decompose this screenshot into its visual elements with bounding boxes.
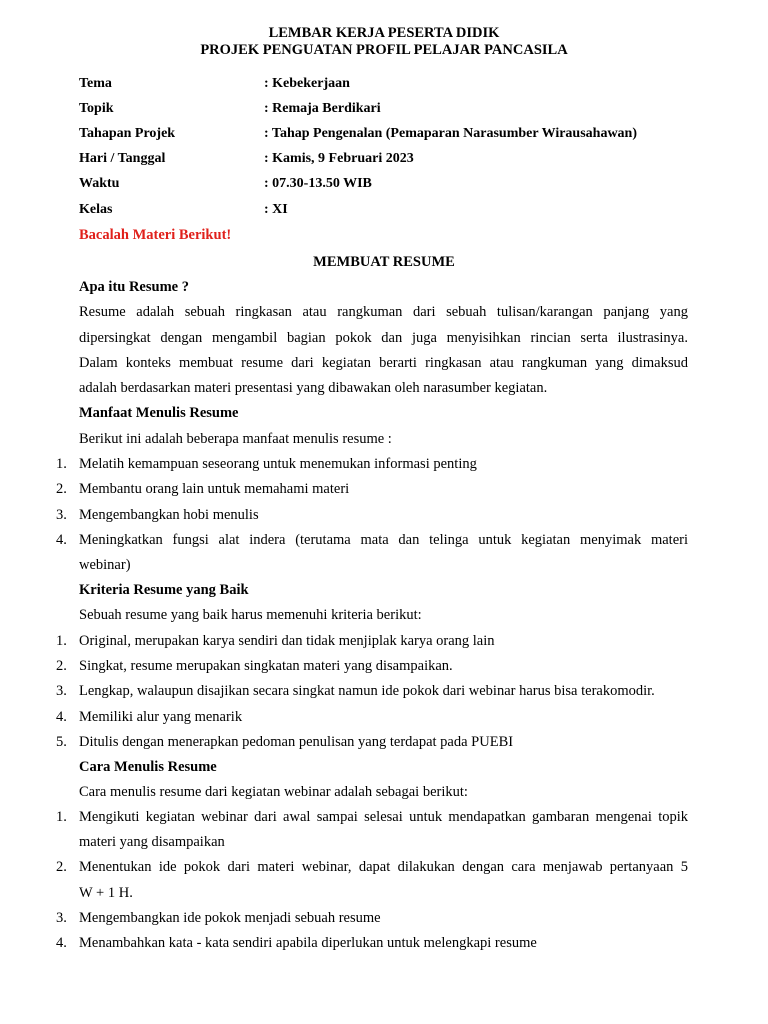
heading-manfaat: Manfaat Menulis Resume	[79, 405, 239, 421]
paragraph-line: adalah berdasarkan materi presentasi yang dibawakan oleh narasumber kegiatan.	[79, 380, 548, 396]
meta-label-waktu: Waktu	[79, 176, 120, 191]
list-item-continuation: materi yang disampaikan	[79, 834, 225, 850]
list-item: Meningkatkan fungsi alat indera (terutama mata dan telinga untuk kegiatan menyimak materi	[79, 532, 688, 548]
list-item: Mengembangkan ide pokok menjadi sebuah resume	[79, 910, 381, 926]
meta-value-tahapan: : Tahap Pengenalan (Pemaparan Narasumber Wirausahawan)	[264, 126, 637, 141]
list-number: 1.	[56, 809, 67, 825]
doc-title-line1: LEMBAR KERJA PESERTA DIDIK	[268, 25, 500, 41]
list-item: Singkat, resume merupakan singkatan materi yang disampaikan.	[79, 658, 453, 674]
doc-title-line2: PROJEK PENGUATAN PROFIL PELAJAR PANCASILA	[200, 42, 568, 58]
list-number: 3.	[56, 507, 67, 523]
heading-apa-itu-resume: Apa itu Resume ?	[79, 279, 189, 295]
list-number: 3.	[56, 683, 67, 699]
paragraph-line: dipersingkat dengan mengambil bagian pokok dan juga menyisihkan rincian serta ilustrasinya.	[79, 330, 688, 346]
list-number: 4.	[56, 532, 67, 548]
list-number: 2.	[56, 859, 67, 875]
heading-kriteria: Kriteria Resume yang Baik	[79, 582, 249, 598]
list-number: 1.	[56, 456, 67, 472]
list-number: 1.	[56, 633, 67, 649]
list-item: Lengkap, walaupun disajikan secara singkat namun ide pokok dari webinar harus bisa terakomodir.	[79, 683, 655, 699]
meta-label-topik: Topik	[79, 101, 114, 116]
list-number: 4.	[56, 709, 67, 725]
meta-label-kelas: Kelas	[79, 202, 113, 217]
list-item: Mengembangkan hobi menulis	[79, 507, 259, 523]
heading-cara-menulis: Cara Menulis Resume	[79, 759, 217, 775]
list-item-continuation: webinar)	[79, 557, 131, 573]
meta-value-tema: : Kebekerjaan	[264, 76, 350, 91]
meta-label-tahapan: Tahapan Projek	[79, 126, 176, 141]
kriteria-intro: Sebuah resume yang baik harus memenuhi kriteria berikut:	[79, 607, 422, 623]
cara-intro: Cara menulis resume dari kegiatan webinar adalah sebagai berikut:	[79, 784, 468, 800]
list-item: Menambahkan kata - kata sendiri apabila diperlukan untuk melengkapi resume	[79, 935, 537, 951]
list-item: Menentukan ide pokok dari materi webinar, dapat dilakukan dengan cara menjawab pertanyaan 5	[79, 859, 688, 875]
paragraph-line: Dalam konteks membuat resume dari kegiatan berarti ringkasan atau rangkuman yang dimaksud	[79, 355, 688, 371]
meta-value-topik: : Remaja Berdikari	[264, 101, 381, 116]
meta-value-kelas: : XI	[264, 202, 288, 217]
list-item: Original, merupakan karya sendiri dan tidak menjiplak karya orang lain	[79, 633, 495, 649]
list-number: 2.	[56, 658, 67, 674]
list-number: 4.	[56, 935, 67, 951]
instruction-text: Bacalah Materi Berikut!	[79, 227, 232, 243]
list-number: 5.	[56, 734, 67, 750]
list-number: 3.	[56, 910, 67, 926]
meta-value-tanggal: : Kamis, 9 Februari 2023	[264, 151, 414, 166]
list-item: Melatih kemampuan seseorang untuk menemukan informasi penting	[79, 456, 477, 472]
meta-label-tanggal: Hari / Tanggal	[79, 151, 166, 166]
paragraph-line: Resume adalah sebuah ringkasan atau rangkuman dari sebuah tulisan/karangan panjang yang	[79, 304, 688, 320]
list-item: Memiliki alur yang menarik	[79, 709, 243, 725]
section-title: MEMBUAT RESUME	[313, 254, 455, 270]
meta-value-waktu: : 07.30-13.50 WIB	[264, 176, 372, 191]
list-number: 2.	[56, 481, 67, 497]
list-item-continuation: W + 1 H.	[79, 885, 133, 901]
meta-label-tema: Tema	[79, 76, 112, 91]
manfaat-intro: Berikut ini adalah beberapa manfaat menulis resume :	[79, 431, 392, 447]
list-item: Mengikuti kegiatan webinar dari awal sampai selesai untuk mendapatkan gambaran mengenai topik	[79, 809, 688, 825]
list-item: Ditulis dengan menerapkan pedoman penulisan yang terdapat pada PUEBI	[79, 734, 514, 750]
list-item: Membantu orang lain untuk memahami materi	[79, 481, 350, 497]
